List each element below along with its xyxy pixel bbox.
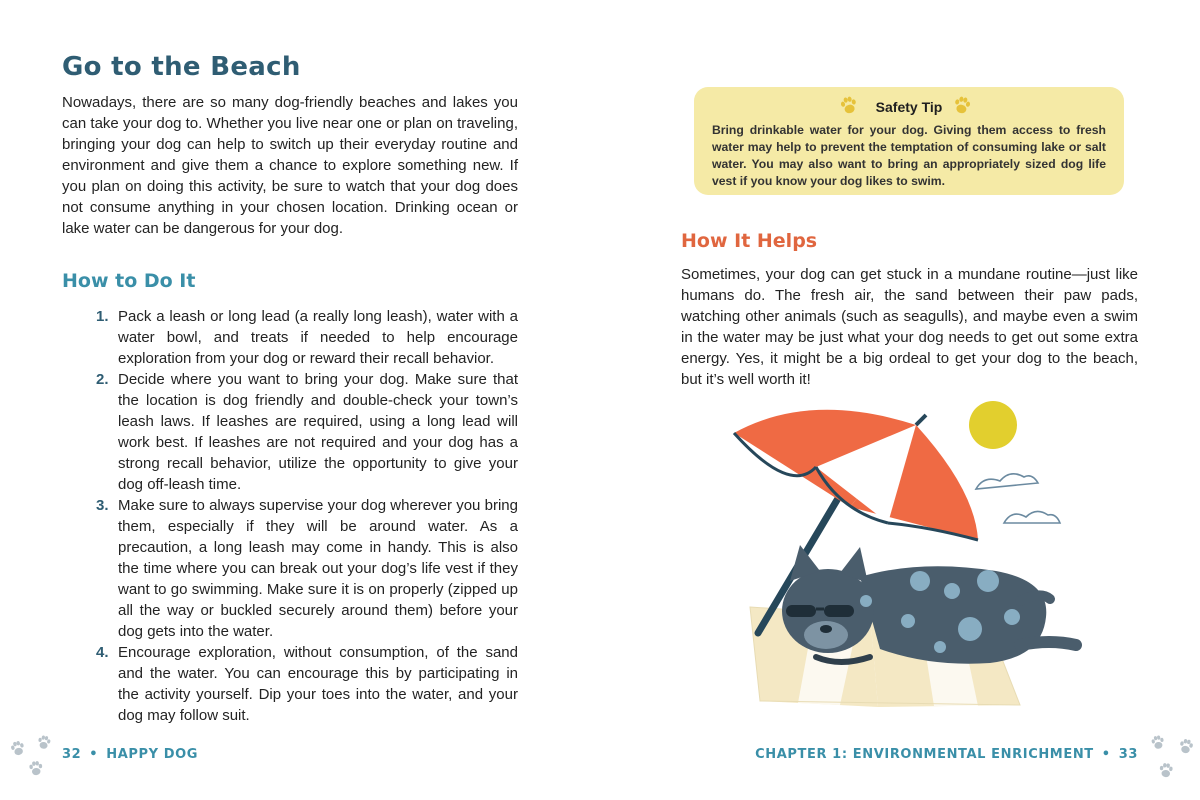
- chapter-title: CHAPTER 1: ENVIRONMENTAL ENRICHMENT: [755, 747, 1094, 762]
- step-text: Pack a leash or long lead (a really long leash), water with a water bowl, and treats if needed to help encourage exploration from your dog or reward their recall behavior.: [118, 308, 518, 367]
- how-it-helps-heading: How It Helps: [681, 230, 818, 252]
- steps-list: [96, 306, 518, 726]
- page-number: 33: [1118, 747, 1138, 762]
- step-text: Make sure to always supervise your dog wherever you bring them, especially if they will be around water. As a precaution, a long leash may come in handy. This is also the time where you can break out your dog’s life vest if they want to go swimming. Make sure it is on properly (zipped up all the way or buckled securely around them) before your dog gets into the water.: [118, 497, 518, 640]
- step-number: 2.: [96, 371, 109, 388]
- step-item: [96, 642, 518, 726]
- dog-under-beach-umbrella-illustration: [720, 395, 1100, 725]
- cloud-icon: [1004, 511, 1060, 523]
- footer-right: [755, 747, 1138, 762]
- paw-print-icon: [949, 93, 975, 117]
- paw-print-icon: [6, 733, 58, 785]
- dog-icon: [782, 545, 1076, 664]
- sun-icon: [969, 401, 1017, 449]
- footer-dot: •: [1101, 747, 1111, 762]
- footer-dot: •: [89, 747, 99, 762]
- cloud-icon: [976, 474, 1038, 489]
- safety-tip-title: Safety Tip: [875, 99, 943, 115]
- safety-tip-text: Bring drinkable water for your dog. Giving them access to fresh water may help to prevent the temptation of consuming lake or salt water. You may also want to bring an appropriately sized dog life vest if you know your dog likes to swim.: [712, 123, 1106, 188]
- how-to-heading: How to Do It: [62, 270, 196, 292]
- footer-left: [62, 747, 198, 762]
- paw-print-icon: [1146, 733, 1198, 785]
- page-title: Go to the Beach: [62, 52, 301, 82]
- step-item: [96, 495, 518, 642]
- how-it-helps-paragraph: Sometimes, your dog can get stuck in a mundane routine—just like humans do. The fresh air, the sand between their paw pads, watching other animals (such as seagulls), and maybe even a swim in the water may be just what your dog needs to get out some extra energy. Yes, it might be a big ordeal to get your dog to the beach, but it’s well worth it!: [681, 266, 1138, 388]
- step-text: Encourage exploration, without consumption, of the sand and the water. You can encourage this by participating in the activity yourself. Dip your toes into the water, and your dog may follow suit.: [118, 644, 518, 724]
- intro-paragraph: Nowadays, there are so many dog-friendly beaches and lakes you can take your dog to. Whether you live near one or plan on traveling, bringing your dog can help to switch up their everyday routine and environment and give them a chance to explore something new. If you plan on doing this activity, be sure to watch that your dog does not consume anything in your chosen location. Drinking ocean or lake water can be dangerous for your dog.: [62, 94, 518, 237]
- step-item: [96, 369, 518, 495]
- step-item: [96, 306, 518, 369]
- page-number: 32: [62, 747, 82, 762]
- step-number: 1.: [96, 308, 109, 325]
- step-number: 3.: [96, 497, 109, 514]
- safety-tip-box: [694, 87, 1124, 195]
- book-title: HAPPY DOG: [106, 747, 199, 762]
- step-text: Decide where you want to bring your dog. Make sure that the location is dog friendly and double-check your town’s leash laws. If leashes are required, using a long lead will work best. If leashes are not required and your dog has a strong recall behavior, utilize the opportunity to give your dog off-leash time.: [118, 371, 518, 493]
- beach-umbrella-icon: [734, 410, 978, 540]
- step-number: 4.: [96, 644, 109, 661]
